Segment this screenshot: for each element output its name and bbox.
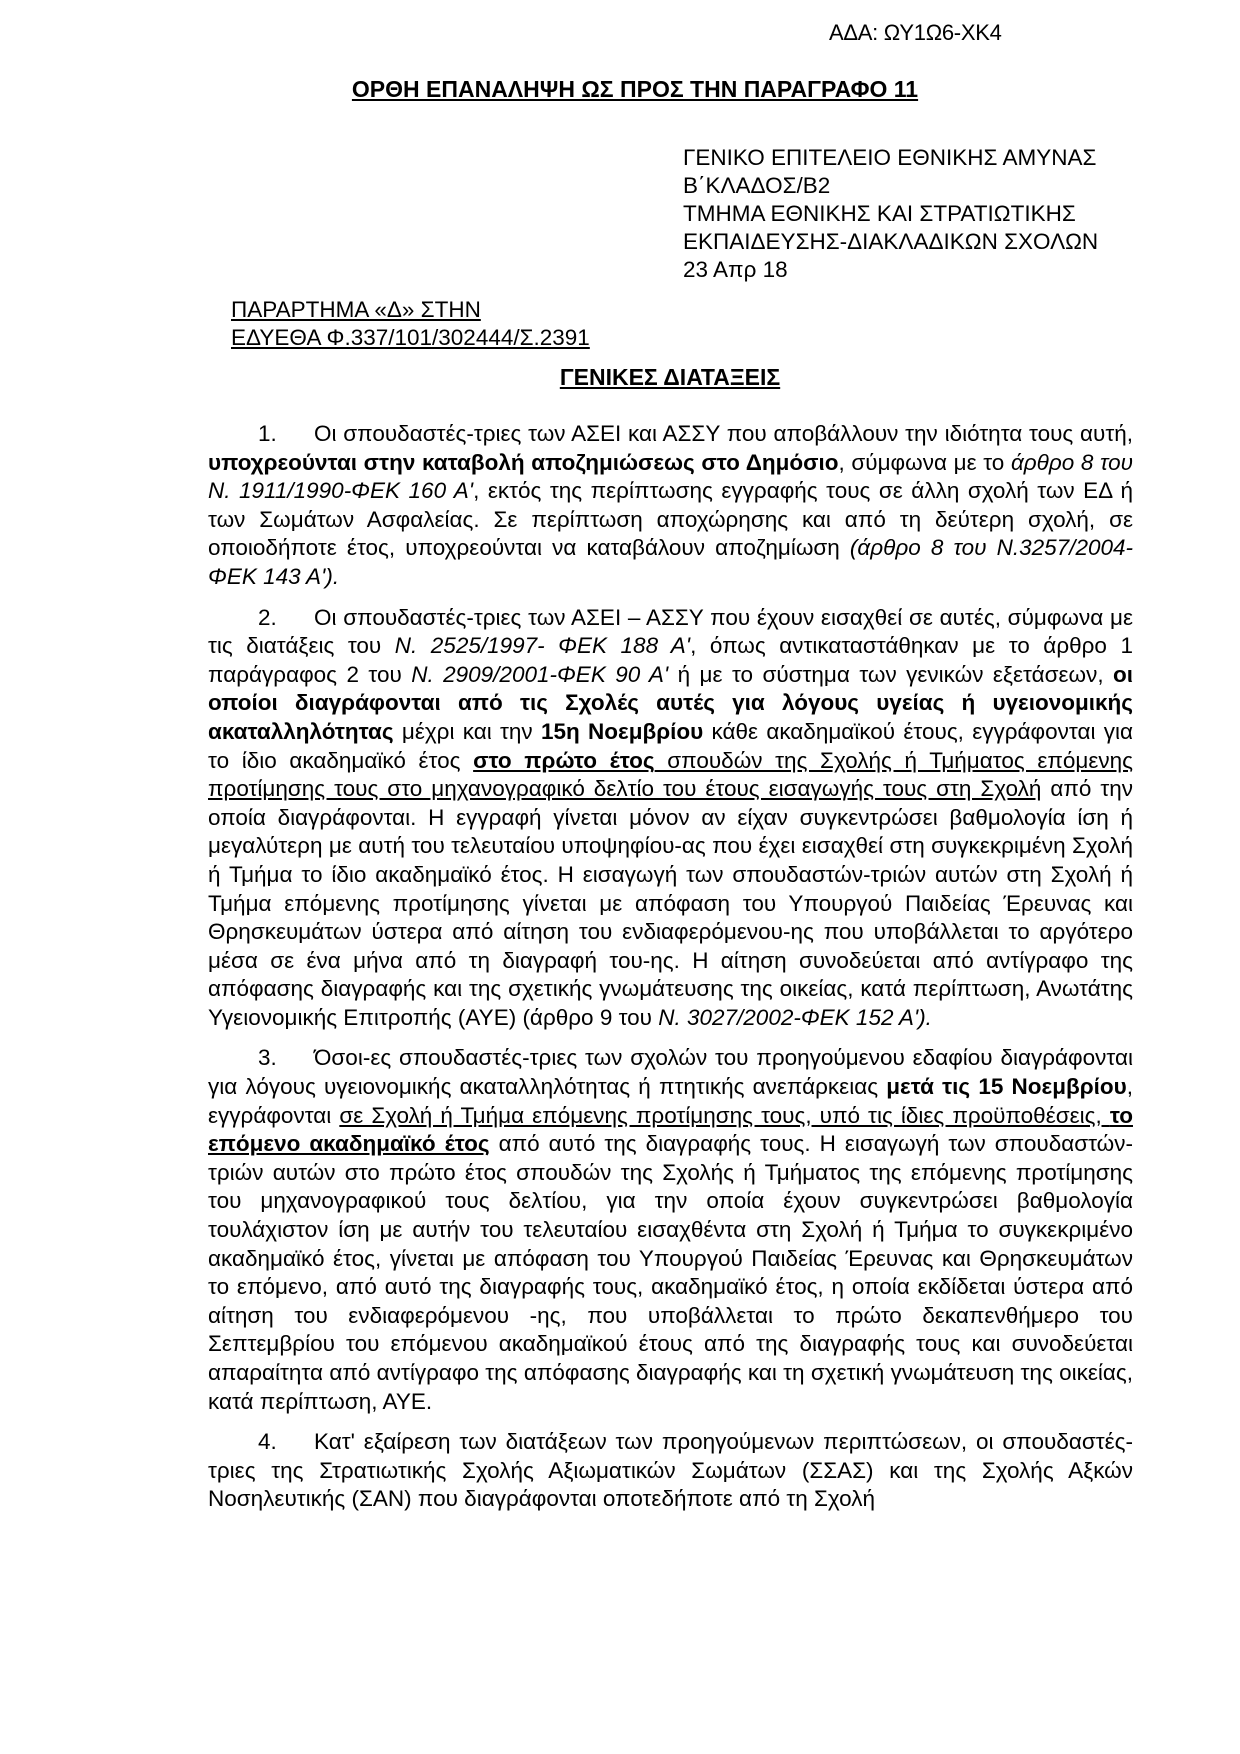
- document-body: [208, 420, 1133, 1526]
- issuer-line: ΤΜΗΜΑ ΕΘΝΙΚΗΣ ΚΑΙ ΣΤΡΑΤΙΩΤΙΚΗΣ: [683, 201, 1076, 226]
- text-run: από αυτό της διαγραφής τους. Η εισαγωγή των σπουδαστών-τριών αυτών στο πρώτο έτος σπουδών της Σχολής ή Τμήματος της επόμενης προτίμησης του μηχανογραφικού τους δελτίου, για την οποία έχουν συγκεντρώσει βαθμολογία τουλάχιστον ίση με αυτήν του τελευταίου εισαχθέντα στη Σχολή ή Τμήμα το συγκεκριμένο ακαδημαϊκό έτος, γίνεται με απόφαση του Υπουργού Παιδείας Έρευνας και Θρησκευμάτων το επόμενο, από αυτό της διαγραφής τους, ακαδημαϊκό έτος, η οποία εκδίδεται ύστερα από αίτηση του ενδιαφερόμενου -ης, που υποβάλλεται το πρώτο δεκαπενθήμερο του Σεπτεμβρίου του επόμενου ακαδημαϊκού έτους από της διαγραφής τους και συνοδεύεται απαραίτητα από αντίγραφο της απόφασης διαγραφής και τη σχετική γνωμάτευση της οικείας, κατά περίπτωση, ΑΥΕ.: [208, 1131, 1133, 1414]
- paragraph-number: 1.: [258, 421, 277, 446]
- text-run: , εκτός της περίπτωσης εγγραφής τους σε άλλη σχολή των ΕΔ ή των Σωμάτων Ασφαλείας. Σε περίπτωση αποχώρησης και από τη δεύτερη σχολή, σε οποιοδήποτε έτος, υποχρεούνται να καταβάλουν αποζημίωση: [208, 478, 1133, 561]
- annex-reference: [231, 296, 590, 352]
- bold-text: μετά τις 15 Νοεμβρίου: [886, 1074, 1127, 1100]
- text-run: Κατ' εξαίρεση των διατάξεων των προηγούμενων περιπτώσεων, οι σπουδαστές-τριες της Στρατιωτικής Σχολής Αξιωματικών Σωμάτων (ΣΣΑΣ) και της Σχολής Αξκών Νοσηλευτικής (ΣΑΝ) που διαγράφονται οποτεδήποτε από τη Σχολή: [208, 1429, 1133, 1512]
- issuer-line: ΕΚΠΑΙΔΕΥΣΗΣ-ΔΙΑΚΛΑΔΙΚΩΝ ΣΧΟΛΩΝ: [683, 229, 1099, 254]
- bold-underlined-text: το επόμενο ακαδημαϊκό έτος: [208, 1102, 1133, 1157]
- underlined-text: σε Σχολή ή Τμήμα επόμενης προτίμησης τους, υπό τις ίδιες προϋποθέσεις,: [339, 1102, 1110, 1128]
- bold-text: οι οποίοι διαγράφονται από τις Σχολές αυτές για λόγους υγείας ή υγειονομικής ακαταλληλότητας: [208, 661, 1133, 744]
- paragraph-1: [208, 420, 1133, 592]
- issuer-line: ΓΕΝΙΚΟ ΕΠΙΤΕΛΕΙΟ ΕΘΝΙΚΗΣ ΑΜΥΝΑΣ: [683, 145, 1097, 170]
- section-title: ΓΕΝΙΚΕΣ ΔΙΑΤΑΞΕΙΣ: [559, 364, 781, 390]
- correction-heading: ΟΡΘΗ ΕΠΑΝΑΛΗΨΗ ΩΣ ΠΡΟΣ ΤΗΝ ΠΑΡΑΓΡΑΦΟ 11: [351, 76, 919, 102]
- text-run: μέχρι και την: [393, 718, 541, 744]
- annex-line: ΕΔΥΕΘΑ Φ.337/101/302444/Σ.2391: [231, 325, 590, 350]
- law-reference: Ν. 2909/2001-ΦΕΚ 90 Α': [411, 661, 669, 687]
- paragraph-number: 4.: [258, 1429, 277, 1455]
- text-run: κάθε ακαδημαϊκού έτους, εγγράφονται για το ίδιο ακαδημαϊκό έτος: [208, 718, 1134, 773]
- paragraph-number: 2.: [258, 604, 277, 630]
- text-run: ή με το σύστημα των γενικών εξετάσεων,: [668, 661, 1113, 687]
- text-run: Όσοι-ες σπουδαστές-τριες των σχολών του προηγούμενου εδαφίου διαγράφονται για λόγους υγειονομικής ακαταλληλότητας ή πτητικής ανεπάρκειας: [208, 1045, 1133, 1100]
- annex-line: ΠΑΡΑΡΤΗΜΑ «Δ» ΣΤΗΝ: [231, 297, 481, 322]
- paragraph-number: 3.: [258, 1045, 277, 1071]
- law-reference: Ν. 3027/2002-ΦΕΚ 152 Α').: [658, 1004, 932, 1030]
- text-run: Οι σπουδαστές-τριες των ΑΣΕΙ και ΑΣΣΥ που αποβάλλουν την ιδιότητα τους αυτή,: [314, 421, 1133, 446]
- law-reference: (άρθρο 8 του Ν.3257/2004-ΦΕΚ 143 Α').: [208, 535, 1133, 589]
- paragraph-3: [208, 1044, 1133, 1416]
- bold-text: 15η Νοεμβρίου: [540, 718, 704, 744]
- paragraph-4: [208, 1428, 1133, 1514]
- text-run: Οι σπουδαστές-τριες των ΑΣΕΙ – ΑΣΣΥ που έχουν εισαχθεί σε αυτές, σύμφωνα με τις διατάξεις του: [208, 604, 1133, 659]
- ada-code: ΑΔΑ: ΩΥ1Ω6-ΧΚ4: [829, 20, 1002, 45]
- issue-date: 23 Απρ 18: [683, 257, 788, 282]
- bold-text: υποχρεούνται στην καταβολή αποζημιώσεως στο Δημόσιο: [208, 449, 839, 475]
- text-run: , εγγράφονται: [208, 1074, 1133, 1128]
- issuer-block: [683, 144, 1098, 284]
- text-run: από την οποία διαγράφονται. Η εγγραφή γίνεται μόνον αν είχαν συγκεντρώσει βαθμολογία ίση ή μεγαλύτερη με αυτή του τελευταίου υποψηφίου-ας που έχει εισαχθεί στη συγκεκριμένη Σχολή ή Τμήμα το ίδιο ακαδημαϊκό έτος. Η εισαγωγή των σπουδαστών-τριών αυτών στη Σχολή ή Τμήμα επόμενης προτίμησης γίνεται με απόφαση του Υπουργού Παιδείας Έρευνας και Θρησκευμάτων ύστερα από αίτηση του ενδιαφερόμενου-ης που υποβάλλεται το αργότερο μέσα σε ένα μήνα από τη διαγραφή του-ης. Η αίτηση συνοδεύεται από αντίγραφο της απόφασης διαγραφής και της σχετικής γνωμάτευσης της οικείας, κατά περίπτωση, Ανωτάτης Υγειονομικής Επιτροπής (ΑΥΕ) (άρθρο 9 του: [208, 776, 1133, 1030]
- issuer-line: Β΄ΚΛΑΔΟΣ/Β2: [683, 173, 831, 198]
- paragraph-2: [208, 604, 1133, 1033]
- text-run: , όπως αντικαταστάθηκαν με το άρθρο 1 παράγραφος 2 του: [208, 633, 1133, 687]
- bold-underlined-text: στο πρώτο έτος: [473, 747, 655, 773]
- text-run: , σύμφωνα με το: [838, 449, 1011, 475]
- law-reference: Ν. 2525/1997- ΦΕΚ 188 Α': [394, 633, 691, 659]
- underlined-text: σπουδών της Σχολής ή Τμήματος επόμενης προτίμησης τους στο μηχανογραφικό δελτίο του έτους εισαγωγής τους στη Σχολή: [208, 747, 1134, 802]
- law-reference: άρθρο 8 του Ν. 1911/1990-ΦΕΚ 160 Α': [208, 449, 1134, 504]
